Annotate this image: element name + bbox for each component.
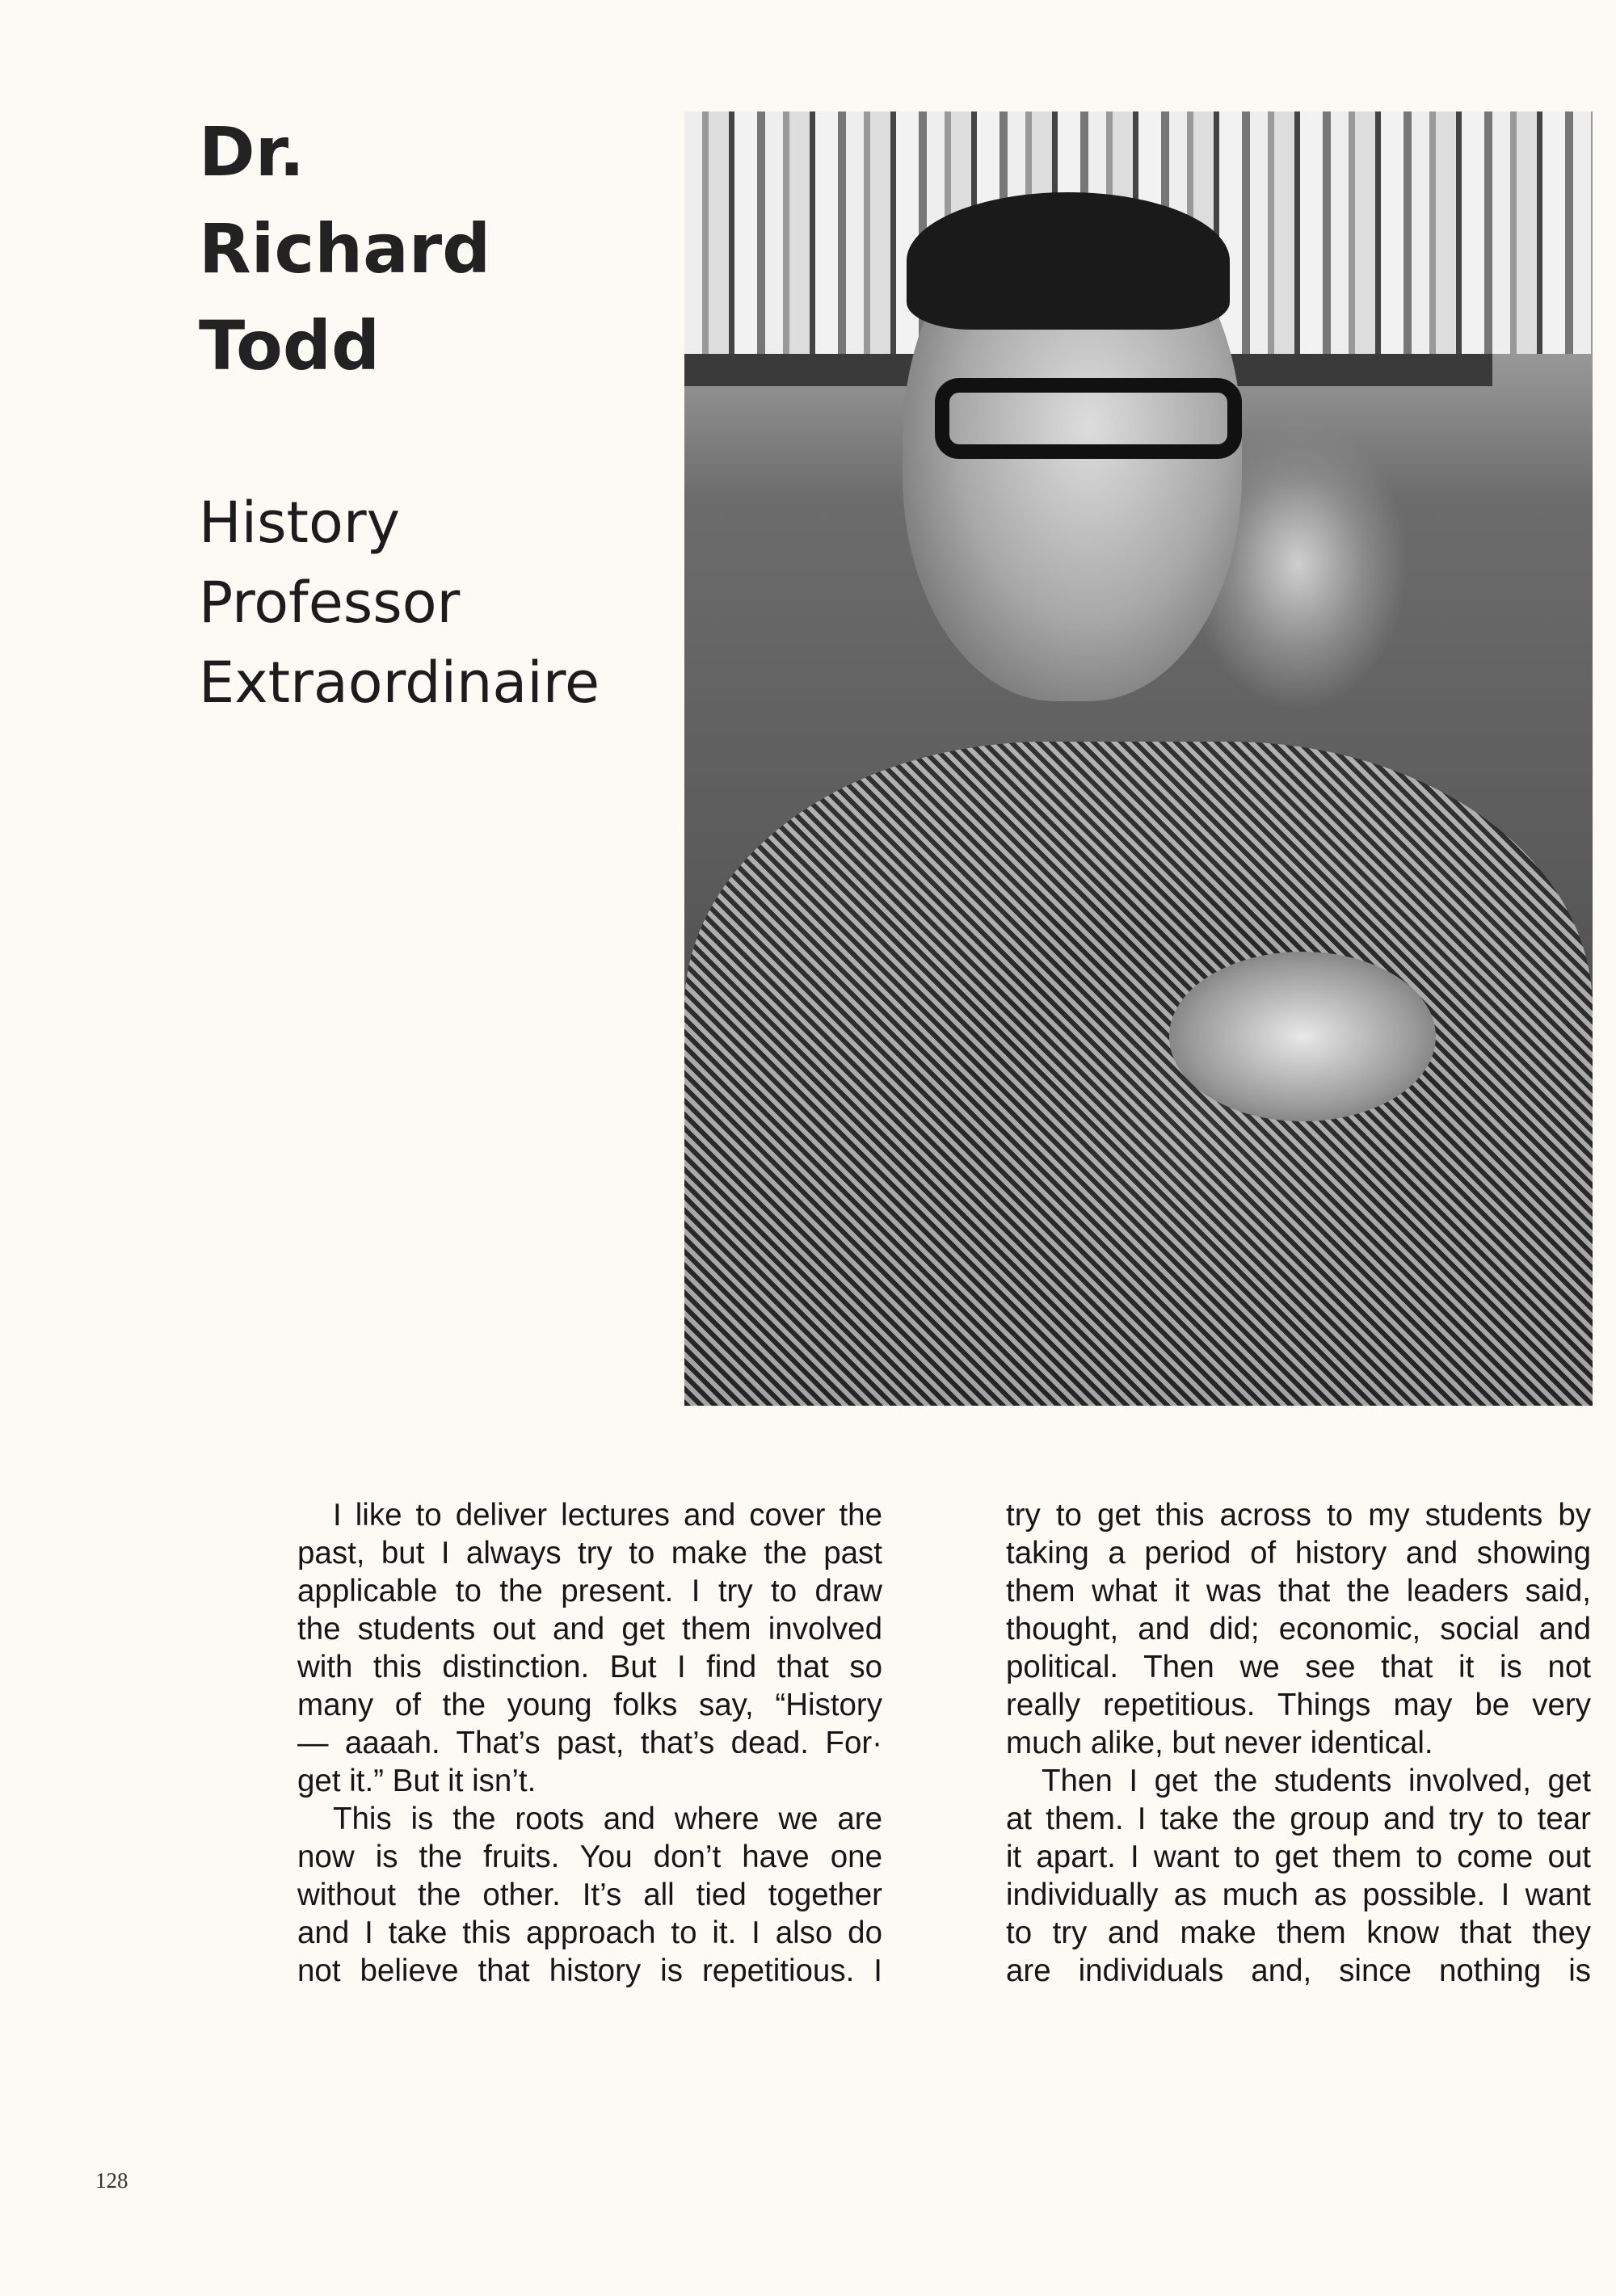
text-line: Then I get the students involved, get	[1042, 1764, 1591, 1798]
subtitle-line: Extraordinaire	[199, 650, 600, 716]
hair	[907, 192, 1230, 330]
body-column-1	[297, 1496, 882, 1990]
text-line: I like to deliver lectures and cover the	[333, 1498, 882, 1533]
title-line: Todd	[199, 306, 381, 385]
text-line: the students out and get them involved	[297, 1612, 882, 1646]
text-line: are individuals and, since nothing is	[1006, 1953, 1591, 1988]
text-line: really repetitious. Things may be very	[1006, 1688, 1591, 1722]
title-line: Dr.	[199, 112, 305, 191]
text-line: get it.” But it isn’t.	[297, 1764, 537, 1798]
glasses	[935, 378, 1242, 459]
text-line: — aaaah. That’s past, that’s dead. For·	[297, 1726, 882, 1760]
text-line: with this distinction. But I find that so	[297, 1650, 882, 1684]
text-line: political. Then we see that it is not	[1006, 1650, 1591, 1684]
text-line: past, but I always try to make the past	[297, 1536, 882, 1571]
text-line: taking a period of history and showing	[1006, 1536, 1591, 1571]
text-line: try to get this across to my students by	[1006, 1498, 1591, 1533]
text-line: without the other. It’s all tied together	[297, 1878, 882, 1912]
subtitle-line: Professor	[199, 570, 461, 636]
title-line: Richard	[199, 209, 491, 288]
text-line: much alike, but never identical.	[1006, 1726, 1433, 1760]
article-subtitle	[199, 483, 600, 723]
page-number: 128	[95, 2168, 128, 2193]
text-line: at them. I take the group and try to tear	[1006, 1802, 1591, 1836]
text-line: many of the young folks say, “History	[297, 1688, 882, 1722]
text-line: and I take this approach to it. I also do	[297, 1915, 882, 1950]
text-line: them what it was that the leaders said,	[1006, 1574, 1591, 1608]
text-line: it apart. I want to get them to come out	[1006, 1840, 1591, 1874]
text-line: individually as much as possible. I want	[1006, 1878, 1591, 1912]
portrait-photo	[684, 111, 1593, 1406]
text-line: This is the roots and where we are	[333, 1802, 882, 1836]
hand	[1169, 952, 1436, 1121]
jacket	[684, 742, 1593, 1406]
text-line: to try and make them know that they	[1006, 1915, 1591, 1950]
text-line: now is the fruits. You don’t have one	[297, 1840, 882, 1874]
subtitle-line: History	[199, 490, 401, 556]
text-line: not believe that history is repetitious. I	[297, 1953, 882, 1988]
article-title	[199, 103, 490, 394]
body-column-2	[1006, 1496, 1591, 1990]
text-line: thought, and did; economic, social and	[1006, 1612, 1591, 1646]
text-line: applicable to the present. I try to draw	[297, 1574, 882, 1608]
